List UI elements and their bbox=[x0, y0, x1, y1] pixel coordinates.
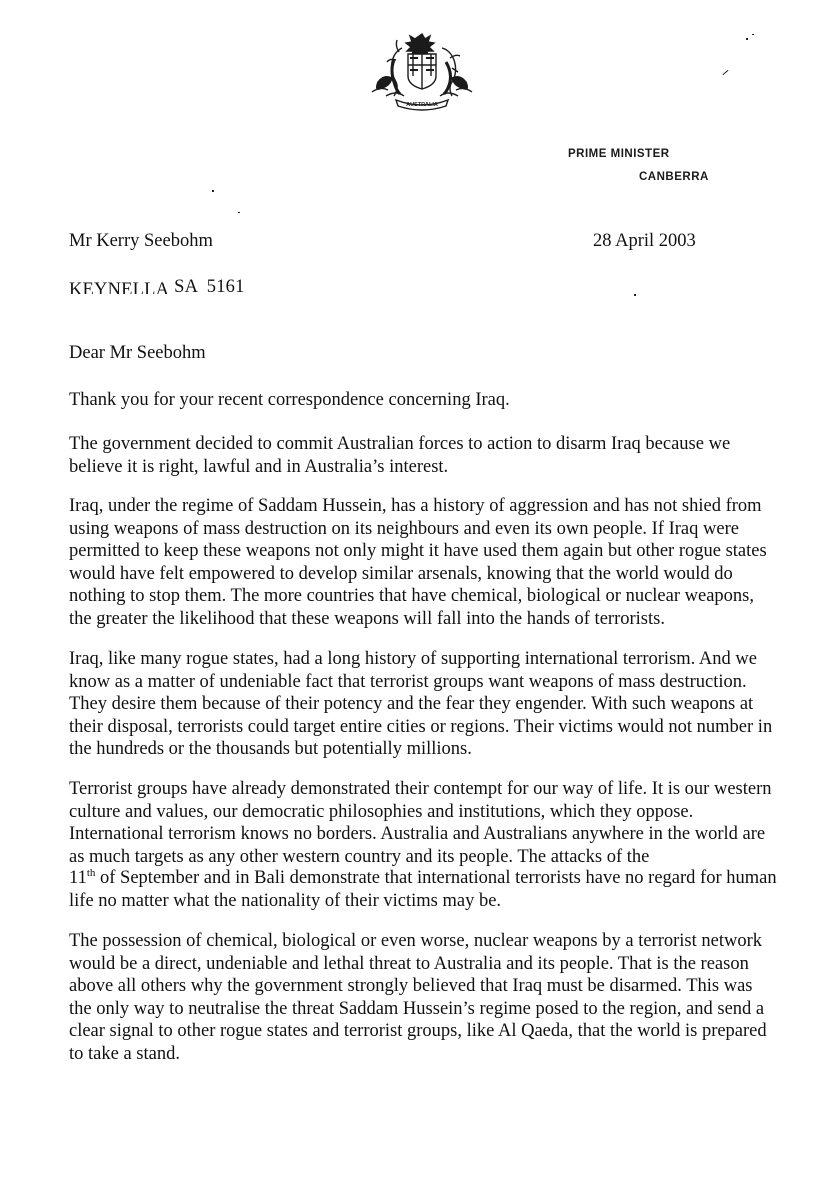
scan-speck bbox=[212, 190, 214, 192]
addressee-name: Mr Kerry Seebohm bbox=[69, 231, 213, 251]
paragraph-5-continued bbox=[69, 862, 829, 912]
ordinal-suffix: th bbox=[86, 867, 96, 879]
scan-speck bbox=[634, 294, 636, 296]
scan-speck bbox=[746, 38, 748, 40]
addressee-address bbox=[69, 277, 245, 298]
paragraph-1: Thank you for your recent correspondence concerning Iraq. bbox=[69, 390, 510, 410]
ordinal-day: 11 bbox=[69, 868, 87, 889]
state-postcode: SA 5161 bbox=[174, 277, 245, 297]
scan-speck bbox=[752, 34, 754, 35]
office-location: CANBERRA bbox=[639, 171, 709, 183]
salutation: Dear Mr Seebohm bbox=[69, 343, 206, 363]
paragraph-3: Iraq, under the regime of Saddam Hussein, has a history of aggression and has not shied from using weapons of mass destruction on its neighbours and even its own people. If Iraq were permitted to keep these weapons not only might it have used them again but other rogue states would have felt empowered to develop similar arsenals, knowing that the world would do nothing to stop them. The more countries that have chemical, biological or nuclear weapons, the greater the likelihood that these weapons will fall into the hands of terrorists. bbox=[69, 496, 767, 629]
paragraph-2: The government decided to commit Australian forces to action to disarm Iraq because we believe it is right, lawful and in Australia’s interest. bbox=[69, 434, 731, 477]
scan-speck bbox=[238, 212, 240, 213]
paragraph-4: Iraq, like many rogue states, had a long history of supporting international terrorism. And we know as a matter of undeniable fact that terrorist groups want weapons of mass destruction. They desire them because of their potency and the fear they engender. With such weapons at their disposal, terrorists could target entire cities or regions. Their victims would not number in the hundreds or the thousands but potentially millions. bbox=[69, 649, 773, 760]
paragraph-5: Terrorist groups have already demonstrated their contempt for our way of life. It is our western culture and values, our democratic philosophies and institutions, which they oppose. International terrorism knows no borders. Australia and Australians anywhere in the world are as much targets as any other western country and its people. The attacks of the bbox=[69, 779, 772, 867]
crest-motto: AUSTRALIA bbox=[406, 102, 438, 108]
scan-speck bbox=[722, 70, 728, 75]
letter-date: 28 April 2003 bbox=[593, 231, 696, 251]
office-title: PRIME MINISTER bbox=[568, 148, 670, 160]
paragraph-6: The possession of chemical, biological or even worse, nuclear weapons by a terrorist network would be a direct, undeniable and lethal threat to Australia and its people. That is the reason above all others why the government strongly believed that Iraq must be disarmed. This was the only way to neutralise the threat Saddam Hussein’s regime posed to the region, and send a clear signal to other rogue states and terrorist groups, like Al Qaeda, that the world is prepared to take a stand. bbox=[69, 931, 767, 1064]
suburb-obscured: KEYNELLA bbox=[69, 281, 170, 294]
coat-of-arms-icon bbox=[366, 30, 478, 112]
paragraph-5-rest: of September and in Bali demonstrate that international terrorists have no regard for human life no matter what the nationality of their victims may be. bbox=[69, 868, 777, 911]
